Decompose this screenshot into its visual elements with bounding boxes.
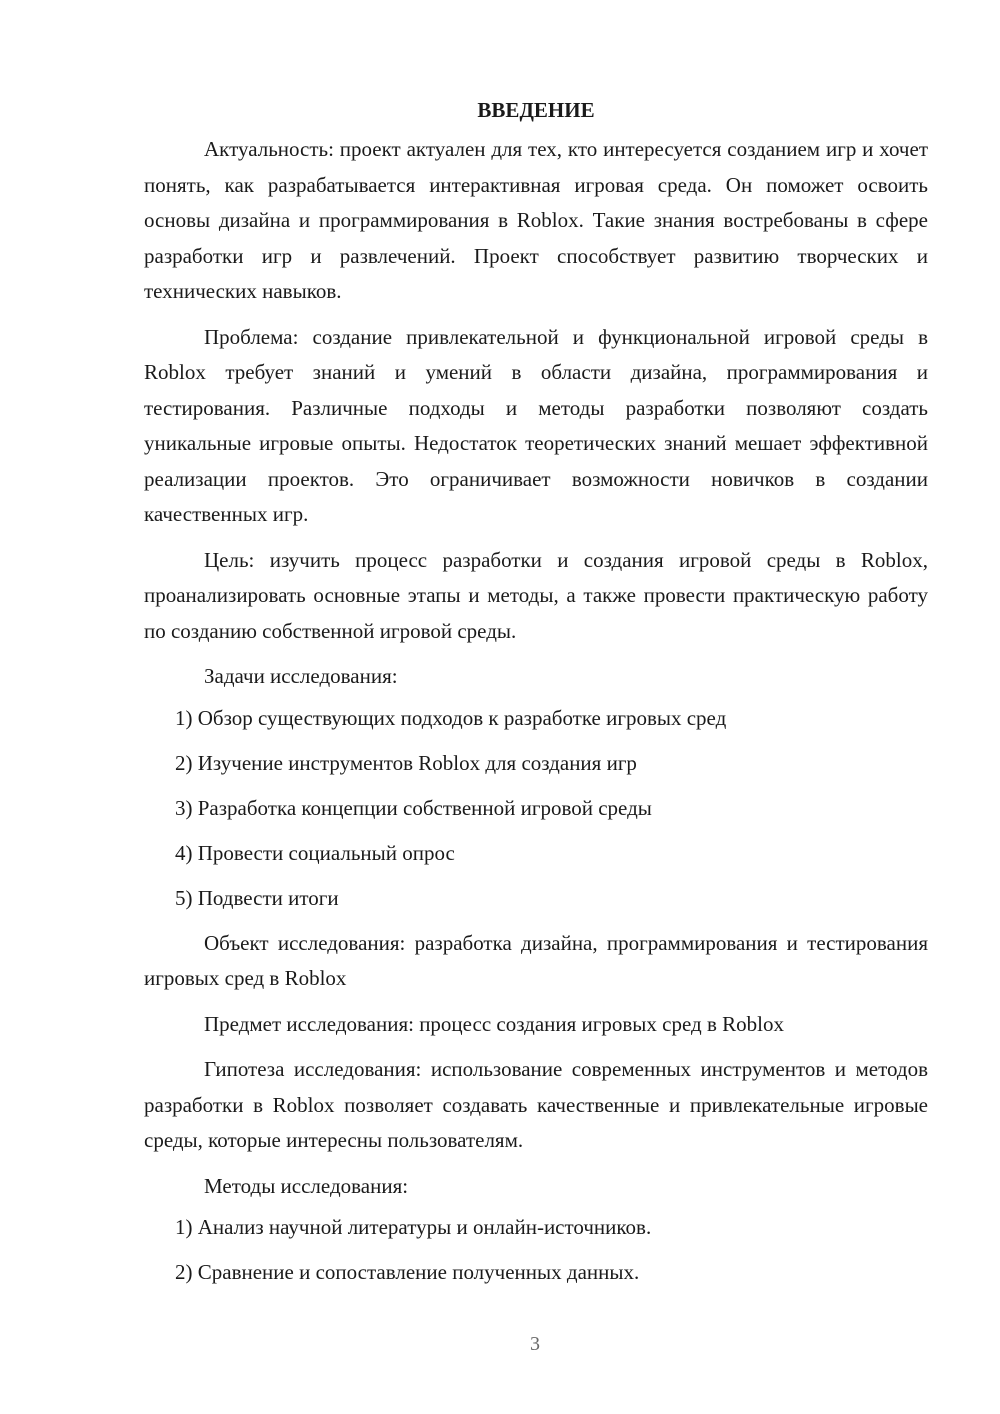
list-item: 4) Провести социальный опрос <box>175 840 455 865</box>
list-item: 2) Изучение инструментов Roblox для создания игр <box>175 750 637 775</box>
methods-intro: Методы исследования: <box>204 1173 409 1198</box>
methods-list <box>144 1210 928 1291</box>
problem-paragraph: Проблема: создание привлекательной и функциональной игровой среды в Roblox требует знаний и умений в области дизайна, программирования и тестирования. Различные подходы и методы разработки позволяют создать уникальные игровые опыты. Недостаток теоретических знаний мешает эффективной реализации проектов. Это ограничивает возможности новичков в создании качественных игр. <box>144 324 928 526</box>
list-item: 1) Анализ научной литературы и онлайн-источников. <box>175 1215 652 1239</box>
hypothesis-paragraph: Гипотеза исследования: использование современных инструментов и методов разработки в Roblox позволяет создавать качественные и привлекательные игровые среды, которые интересны пользователям. <box>144 1057 928 1152</box>
page-title: ВВЕДЕНИЕ <box>477 98 595 122</box>
list-item: 1) Обзор существующих подходов к разработке игровых сред <box>175 705 727 730</box>
document-page <box>144 92 928 1300</box>
page-number: 3 <box>530 1333 540 1355</box>
subject-paragraph: Предмет исследования: процесс создания игровых сред в Roblox <box>204 1011 784 1036</box>
relevance-paragraph: Актуальность: проект актуален для тех, кто интересуется созданием игр и хочет понять, как разрабатывается интерактивная игровая среда. Он поможет освоить основы дизайна и программирования в Roblox. Такие знания востребованы в сфере разработки игр и развлечений. Проект способствует развитию творческих и технических навыков. <box>144 137 928 303</box>
tasks-intro: Задачи исследования: <box>204 664 398 688</box>
object-paragraph: Объект исследования: разработка дизайна, программирования и тестирования игровых сред в Roblox <box>144 930 928 990</box>
tasks-list <box>144 701 928 917</box>
list-item: 5) Подвести итоги <box>175 885 339 910</box>
list-item: 2) Сравнение и сопоставление полученных данных. <box>175 1260 640 1284</box>
list-item: 3) Разработка концепции собственной игровой среды <box>175 795 652 820</box>
goal-paragraph: Цель: изучить процесс разработки и создания игровой среды в Roblox, проанализировать основные этапы и методы, а также провести практическую работу по созданию собственной игровой среды. <box>144 547 928 643</box>
